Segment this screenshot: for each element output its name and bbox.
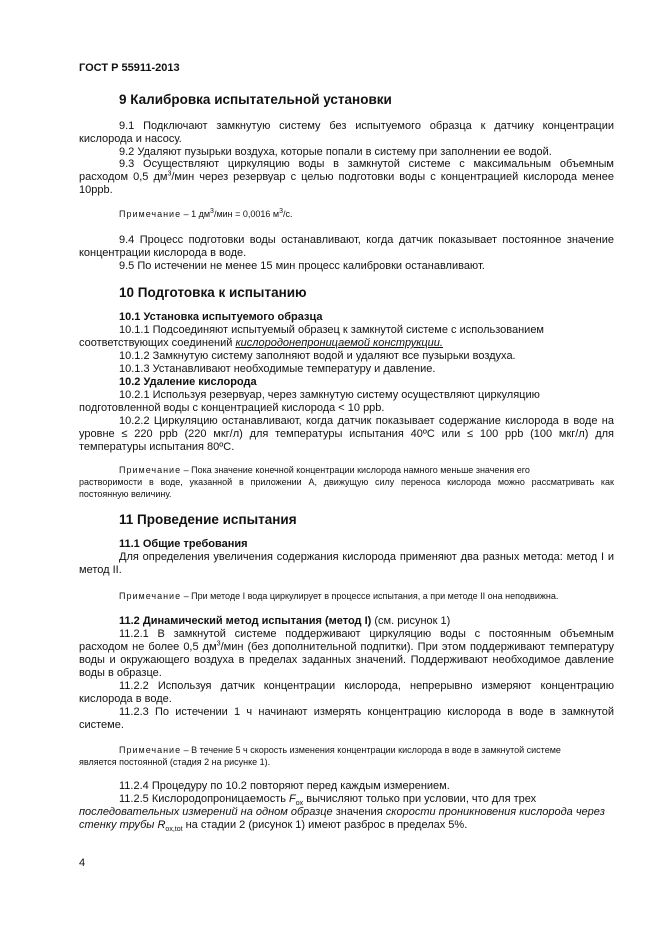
subsection-10-2-title: 10.2 Удаление кислорода (119, 376, 257, 388)
subscript: ox (295, 800, 304, 808)
text-span: /мин через резервуар с целью подготовки воды с концентрацией кислорода менее (171, 171, 614, 183)
para-10-2-2-line: температуры испытания 80ºС. (79, 441, 235, 453)
text-span: стенку трубы (79, 819, 158, 831)
text-span: на стадии 2 (рисунок 1) имеют разброс в пределах 5%. (182, 819, 468, 831)
text-span: скорости проникновения кислорода через (385, 806, 605, 818)
para-9-3-line: 10ppb. (79, 184, 113, 196)
section-11-title: 11 Проведение испытания (119, 512, 297, 527)
note-label: Примечание (119, 209, 182, 219)
text-span: расходом не более 0,5 дм (79, 641, 217, 653)
note-10-line: постоянную величину. (79, 489, 172, 499)
subsection-11-2-title (119, 615, 450, 628)
text-span: /мин (без дополнительной подпитки). При этом поддерживают температуру (220, 641, 615, 653)
para-11-2-1-line: воды в образце. (79, 667, 162, 679)
para-10-1-1-line: 10.1.1 Подсоединяют испытуемый образец к замкнутой системе с использованием (119, 324, 544, 336)
note-label: Примечание (119, 591, 182, 601)
para-11-2-4: 11.2.4 Процедуру по 10.2 повторяют перед каждым измерением. (119, 780, 450, 792)
page-number: 4 (79, 857, 86, 869)
para-9-4-line: концентрации кислорода в воде. (79, 247, 247, 259)
superscript: 3 (210, 208, 214, 215)
para-11-2-2-line: 11.2.2 Используя датчик концентрации кислорода, непрерывно измеряют концентрацию (119, 680, 614, 692)
para-11-2-3-line: 11.2.3 По истечении 1 ч начинают измерять концентрацию кислорода в воде в замкнутой (119, 706, 614, 718)
para-11-2-5-line (79, 819, 467, 832)
note-11-1 (119, 590, 558, 602)
para-11-2-1-line: воды и окружающего воздуха в пределах заданных значений. Поддерживают необходимое давление (79, 654, 614, 666)
symbol-f: F (289, 793, 296, 805)
text-span: (см. рисунок 1) (371, 615, 451, 627)
para-10-1-3: 10.1.3 Устанавливают необходимые температуру и давление. (119, 363, 436, 375)
para-11-2-1-line (79, 641, 614, 654)
para-9-1-line: 9.1 Подключают замкнутую систему без испытуемого образца к датчику концентрации (119, 120, 614, 132)
document-number: ГОСТ Р 55911-2013 (79, 62, 180, 74)
para-11-1-line: метод II. (79, 564, 122, 576)
text-span: – 1 дм (181, 209, 211, 219)
note-label: Примечание (119, 465, 182, 475)
para-9-2: 9.2 Удаляют пузырьки воздуха, которые попали в систему при заполнении ее водой. (119, 146, 552, 158)
para-11-2-2-line: кислорода в воде. (79, 693, 172, 705)
text-span: соответствующих соединений (79, 337, 236, 349)
note-label: Примечание (119, 745, 182, 755)
text-span: 11.2.5 Кислородопроницаемость (119, 793, 290, 805)
superscript: 3 (279, 208, 284, 215)
para-11-2-5-line (119, 793, 536, 806)
para-10-1-1-line (79, 337, 443, 350)
section-9-title: 9 Калибровка испытательной установки (119, 92, 392, 107)
text-span: 11.2 Динамический метод испытания (метод I) (119, 615, 372, 627)
para-11-2-5-line (79, 806, 605, 819)
text-span: – При методе I вода циркулирует в процессе испытания, а при методе II она неподвижна. (181, 591, 559, 601)
section-10-title: 10 Подготовка к испытанию (119, 285, 307, 300)
subsection-11-1-title: 11.1 Общие требования (119, 538, 248, 550)
superscript: 3 (167, 170, 172, 178)
para-9-5: 9.5 По истечении не менее 15 мин процесс калибровки останавливают. (119, 260, 485, 272)
text-span: вычисляют только при условии, что для трех (303, 793, 537, 805)
para-9-3-line (79, 171, 614, 184)
para-10-2-1-line: подготовленной воды с концентрацией кислорода < 10 ppb. (79, 402, 385, 414)
note-11-2-line: является постоянной (стадия 2 на рисунке 1). (79, 757, 271, 767)
subscript: ox,tot (165, 826, 183, 834)
text-span: /мин = 0,0016 м (213, 209, 280, 219)
text-span: значения (332, 806, 386, 818)
note-11-2 (119, 744, 561, 756)
para-9-1-line: кислорода и насосу. (79, 133, 182, 145)
note-10-line: растворимости в воде, указанной в приложении А, движущую силу переноса кислорода можно рассматривать как (79, 477, 614, 487)
text-span: расходом 0,5 дм (79, 171, 168, 183)
note-10 (119, 464, 530, 476)
text-span: – Пока значение конечной концентрации кислорода намного меньше значения его (181, 465, 530, 475)
para-10-2-2-line: уровне ≤ 220 ppb (220 мкг/л) для температуры испытания 40ºС или ≤ 100 ppb (100 мкг/л) для (79, 428, 614, 440)
para-11-2-1-line: 11.2.1 В замкнутой системе поддерживают циркуляцию воды с постоянным объемным (119, 628, 614, 640)
para-9-4-line: 9.4 Процесс подготовки воды останавливают, когда датчик показывает постоянное значение (119, 234, 614, 246)
text-span: кислородонепроницаемой конструкции. (235, 337, 443, 349)
superscript: 3 (216, 640, 221, 648)
para-11-1-line: Для определения увеличения содержания кислорода применяют два разных метода: метод I и (119, 551, 614, 563)
para-10-2-2-line: 10.2.2 Циркуляцию останавливают, когда датчик показывает содержание кислорода в воде на (119, 415, 614, 427)
note-9 (119, 208, 293, 220)
para-9-3-line: 9.3 Осуществляют циркуляцию воды в замкнутой системе с максимальным объемным (119, 158, 614, 170)
text-span: – В течение 5 ч скорость изменения концентрации кислорода в воде в замкнутой системе (181, 745, 561, 755)
para-11-2-3-line: системе. (79, 719, 124, 731)
symbol-r: R (157, 819, 166, 831)
text-span: /с. (283, 209, 293, 219)
para-10-1-2: 10.1.2 Замкнутую систему заполняют водой и удаляют все пузырьки воздуха. (119, 350, 516, 362)
text-span: последовательных измерений на одном образце (79, 806, 333, 818)
para-10-2-1-line: 10.2.1 Используя резервуар, через замкнутую систему осуществляют циркуляцию (119, 389, 540, 401)
subsection-10-1-title: 10.1 Установка испытуемого образца (119, 311, 323, 323)
